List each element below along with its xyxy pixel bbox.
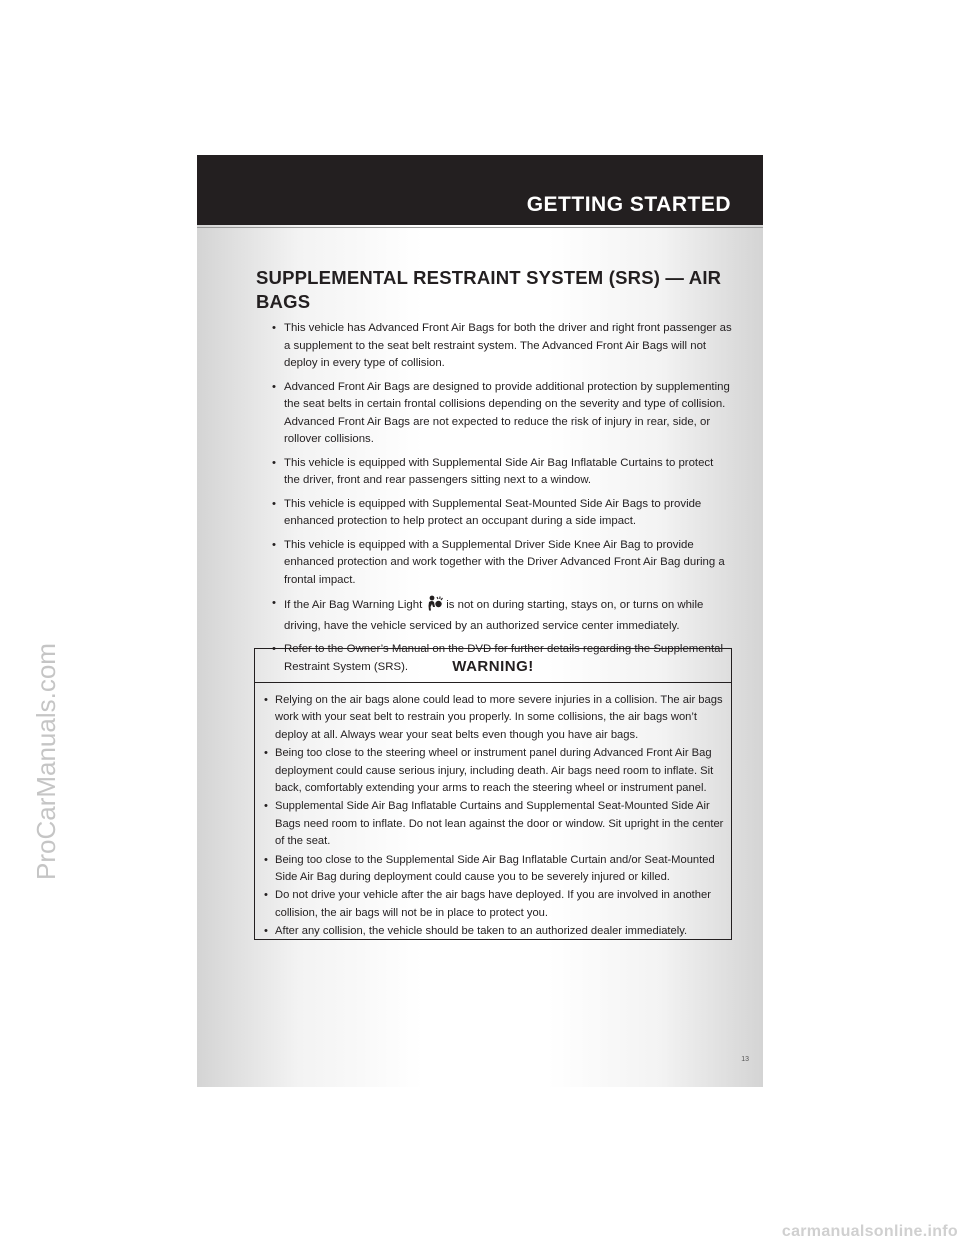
section-title: SUPPLEMENTAL RESTRAINT SYSTEM (SRS) — AIR BAGS [256,267,722,312]
warning-title: WARNING! [452,658,534,675]
list-item: • This vehicle has Advanced Front Air Bags for both the driver and right front passenger as a supplement to the seat belt restraint system. The Advanced Front Air Bags will not deploy in every type of collision. [272,322,732,369]
list-item: • Refer to the Owner’s Manual on the DVD for further details regarding the Supplemental Restraint System (SRS). [272,643,723,673]
header-title: GETTING STARTED [526,193,731,216]
page-number: 13 [741,1056,749,1063]
list-item: • This vehicle is equipped with Supplemental Side Air Bag Inflatable Curtains to protect the driver, front and rear passengers sitting next to a window. [272,456,714,486]
warning-list [264,692,728,942]
header-bar [197,155,763,225]
list-item-warning-light: • If the Air Bag Warning Light is not on during starting, stays on, or turns on while driving, have the vehicle serviced by an authorized service center immediately. [272,597,704,632]
warning-item: • Being too close to the steering wheel or instrument panel during Advanced Front Air Bag deployment could cause serious injury, including death. Air bags need room to inflate. Sit back, comfortably extending your arms to reach the steering wheel or instrument panel. [264,747,714,795]
header-divider [197,227,763,228]
list-item: • This vehicle is equipped with a Supplemental Driver Side Knee Air Bag to provide enhanced protection and work together with the Driver Advanced Front Air Bag during a frontal impact. [272,538,725,586]
bottom-watermark: carmanualsonline.info [781,1223,958,1240]
warning-item: • Relying on the air bags alone could lead to more severe injuries in a collision. The air bags work with your seat belt to restrain you properly. In some collisions, the air bags won’t deploy at all. Always wear your seat belts even though you have air bags. [264,694,723,741]
warning-item: • Supplemental Side Air Bag Inflatable Curtains and Supplemental Seat-Mounted Side Air Bags need room to inflate. Do not lean against the door or window. Sit upright in the center of the seat. [264,800,724,848]
srs-bullet-list [272,320,732,682]
warning-item: • After any collision, the vehicle should be taken to an authorized dealer immediately. [264,925,688,938]
warning-item: • Being too close to the Supplemental Side Air Bag Inflatable Curtain and/or Seat-Mounted Side Air Bag during deployment could cause you to be severely injured or killed. [264,853,715,884]
warning-divider [255,682,731,683]
warning-item: • Do not drive your vehicle after the air bags have deployed. If you are involved in another collision, the air bags will not be in place to protect you. [264,889,711,919]
warning-box [254,648,732,940]
list-item: • Advanced Front Air Bags are designed to provide additional protection by supplementing the seat belts in certain frontal collisions depending on the severity and type of collision. Advanced Front Air Bags are not expected to reduce the risk of injury in rear, side, or rollover collisions. [272,380,730,445]
manual-page [197,155,763,1087]
list-item: • This vehicle is equipped with Supplemental Seat-Mounted Side Air Bags to provide enhanced protection to help protect an occupant during a side impact. [272,497,702,527]
airbag-warning-light-icon [426,595,444,618]
